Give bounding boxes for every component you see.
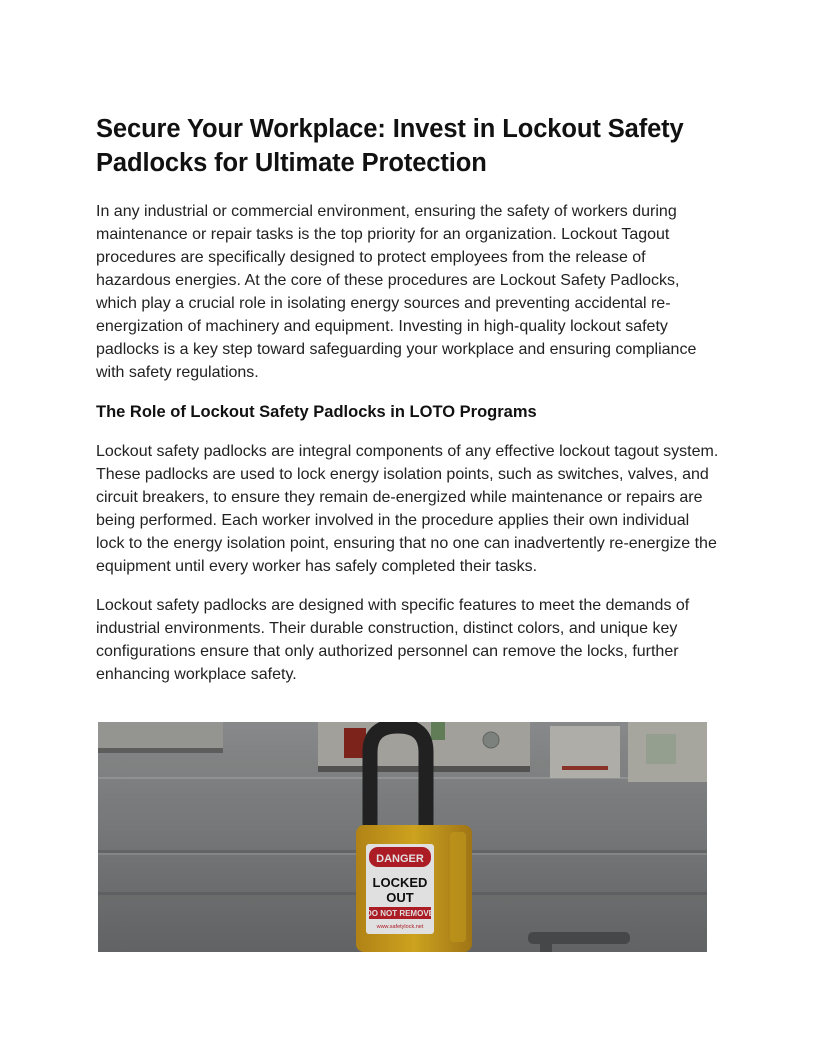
padlock-photo-illustration <box>98 722 707 952</box>
tag-warning-text: DO NOT REMOVE <box>365 909 435 918</box>
tag-out-text: OUT <box>386 890 414 905</box>
article-title: Secure Your Workplace: Invest in Lockout Safety Padlocks for Ultimate Protection <box>96 115 684 177</box>
padlock-photo <box>98 722 707 952</box>
photo-shade <box>98 722 707 952</box>
body-paragraph-2: Lockout safety padlocks are integral components of any effective lockout tagout system. These padlocks are used to lock energy isolation points, such as switches, valves, and circuit breakers, to ensure they remain de-energized while maintenance or repairs are being performed. Each worker involved in the procedure applies their own individual lock to the energy isolation point, ensuring that no one can inadvertently re-energize the equipment until every worker has safely completed their tasks. <box>96 443 719 575</box>
tag-url-text: www.safetylock.net <box>376 924 424 930</box>
tag-danger-text: DANGER <box>376 853 424 865</box>
tag-locked-text: LOCKED <box>372 875 428 890</box>
body-paragraph-3: Lockout safety padlocks are designed with specific features to meet the demands of industrial environments. Their durable construction, distinct colors, and unique key configurations ensure that only authorized personnel can remove the locks, further enhancing workplace safety. <box>96 597 690 683</box>
intro-paragraph: In any industrial or commercial environment, ensuring the safety of workers during maintenance or repair tasks is the top priority for an organization. Lockout Tagout procedures are specifically designed to protect employees from the release of hazardous energies. At the core of these procedures are Lockout Safety Padlocks, which play a crucial role in isolating energy sources and preventing accidental re-energization of machinery and equipment. Investing in high-quality lockout safety padlocks is a key step toward safeguarding your workplace and ensuring compliance with safety regulations. <box>96 203 697 381</box>
document-page <box>96 112 722 686</box>
section-heading: The Role of Lockout Safety Padlocks in LOTO Programs <box>96 403 537 421</box>
